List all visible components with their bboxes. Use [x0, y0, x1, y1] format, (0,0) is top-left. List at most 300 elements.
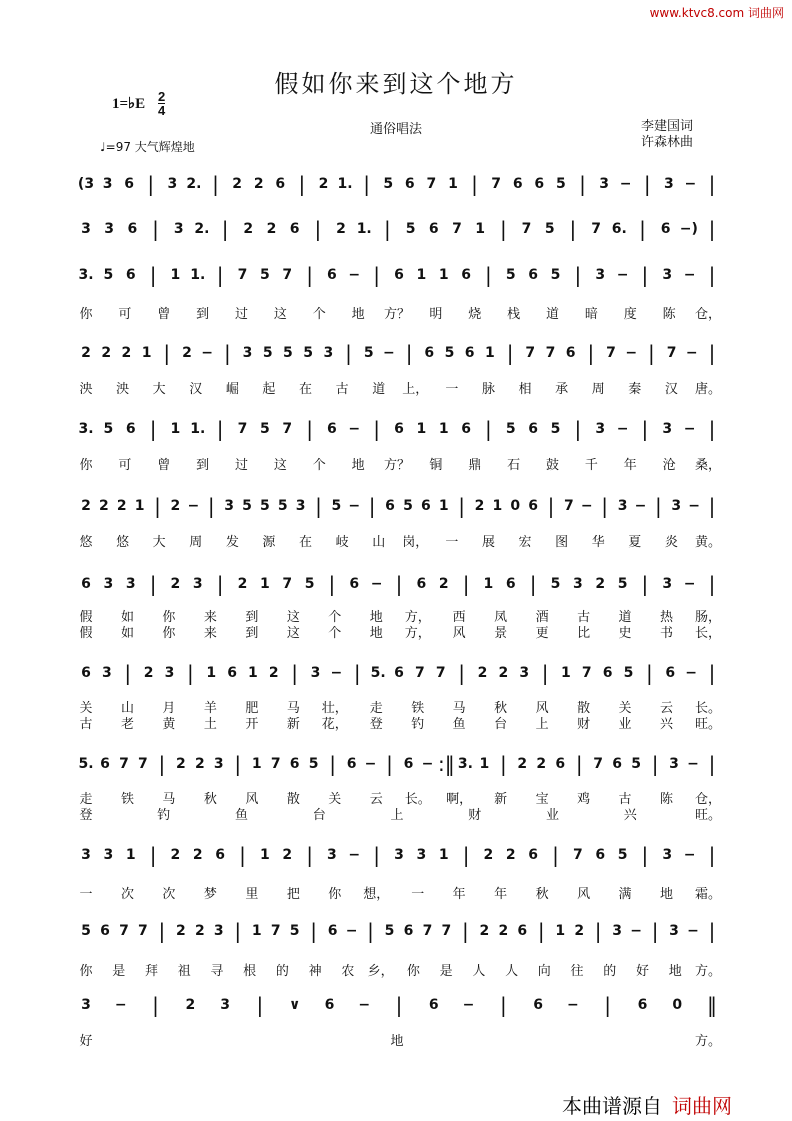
- note: 2: [266, 221, 277, 237]
- note: 7: [414, 665, 425, 681]
- note: 6: [565, 345, 576, 361]
- lyric-char: 鸡: [577, 792, 591, 807]
- note: 3: [192, 576, 203, 592]
- note: 6: [595, 847, 606, 863]
- lyric-char: 酒: [535, 610, 549, 625]
- lyric-char: 周: [591, 382, 605, 397]
- lyric-char: 仓，: [694, 792, 722, 807]
- lyric-char: 祖: [177, 964, 191, 979]
- note: −: [345, 923, 358, 939]
- bar-line: |: [149, 263, 157, 287]
- lyric-char: 相: [518, 382, 532, 397]
- lyric-char: 在: [299, 382, 313, 397]
- lyric-char: 个: [312, 458, 326, 473]
- note: 3: [242, 345, 253, 361]
- lyric-char: 好: [636, 964, 650, 979]
- note: 5: [303, 345, 313, 361]
- note: 3: [164, 665, 175, 681]
- note: 3: [612, 923, 623, 939]
- bar-line: |: [552, 843, 559, 867]
- note: 3: [323, 345, 334, 361]
- bar-line: |: [643, 172, 651, 196]
- lyric-char: 过: [234, 458, 249, 473]
- lyric-char: 登: [369, 717, 383, 732]
- note: 6: [533, 997, 543, 1013]
- note: 3: [213, 923, 224, 939]
- note: 5: [550, 267, 561, 283]
- lyric-char: 人: [505, 964, 519, 979]
- bar-line: |: [310, 919, 317, 943]
- bar-line: |: [601, 494, 609, 518]
- lyric-char: 比: [577, 626, 591, 641]
- bar-line: |: [499, 217, 507, 241]
- lyric-char: 乡，: [367, 964, 394, 979]
- lyric-char: 过: [234, 307, 249, 322]
- bar-line: |: [458, 494, 465, 518]
- note: 5.: [78, 756, 94, 772]
- lyrics-line-2: [0, 804, 792, 822]
- note: 2: [243, 221, 254, 237]
- note: 7: [666, 345, 677, 361]
- lyric-char: 关: [79, 701, 93, 716]
- note: 5: [550, 421, 561, 437]
- bar-line: |: [641, 572, 649, 596]
- note: 2.: [194, 221, 210, 237]
- bar-line: |: [537, 919, 545, 943]
- note: 2: [175, 756, 186, 772]
- bar-line: |: [485, 263, 492, 287]
- footer-brand[interactable]: 词曲网: [672, 1094, 732, 1118]
- lyric-char: 道: [545, 307, 560, 322]
- lyric-char: 台: [494, 717, 508, 732]
- note: 2: [81, 498, 91, 514]
- bar-line: |: [306, 417, 313, 441]
- note: 3: [669, 923, 679, 939]
- lyric-char: 方，: [404, 610, 431, 625]
- lyric-char: 兴: [623, 808, 637, 823]
- credits: [641, 119, 693, 151]
- note: 6: [289, 756, 300, 772]
- note: 5: [363, 345, 374, 361]
- note: 6: [416, 576, 427, 592]
- note: 2: [479, 923, 490, 939]
- lyric-char: 书: [660, 626, 674, 641]
- note: 6: [512, 176, 523, 192]
- lyric-char: 你: [162, 626, 176, 641]
- lyric-char: 图: [555, 535, 569, 550]
- lyric-char: 农: [341, 964, 355, 979]
- lyric-char: 陈: [660, 792, 674, 807]
- note: 2: [318, 176, 329, 192]
- bar-line: |: [373, 263, 381, 287]
- note: 5: [103, 267, 114, 283]
- note: 5: [259, 498, 270, 514]
- note: 6.: [611, 221, 627, 237]
- note: 1: [438, 267, 449, 283]
- lyric-char: 假: [79, 610, 93, 625]
- bar-line: |: [368, 494, 376, 518]
- note: 5: [242, 498, 252, 514]
- note: 2: [232, 176, 242, 192]
- lyric-char: 悠: [116, 535, 130, 550]
- lyric-char: 明: [429, 307, 443, 322]
- note: 7: [525, 345, 536, 361]
- bar-line: |: [207, 494, 215, 518]
- note: 6: [324, 997, 335, 1013]
- note: 5: [277, 498, 288, 514]
- bar-line: |: [234, 752, 242, 776]
- lyric-char: 旺。: [694, 808, 722, 823]
- note: 6: [127, 221, 138, 237]
- lyric-char: 桑，: [694, 458, 722, 473]
- note: 3: [663, 176, 674, 192]
- lyric-char: 风: [452, 626, 466, 641]
- bar-line: |: [604, 993, 612, 1017]
- note: 5: [103, 421, 114, 437]
- lyric-char: 曾: [157, 307, 171, 322]
- note: 3: [125, 576, 136, 592]
- lyric-char: 你: [406, 964, 420, 979]
- note: −: [187, 498, 200, 514]
- lyrics-line-1: [0, 1030, 792, 1048]
- lyric-char: 是: [439, 964, 453, 979]
- note: 6: [385, 498, 395, 514]
- lyric-char: 暗: [584, 307, 598, 322]
- note: 5: [283, 345, 293, 361]
- note: 1: [134, 498, 145, 514]
- note: 1: [555, 923, 566, 939]
- lyric-char: 长。: [404, 792, 431, 807]
- lyric-char: 黄。: [694, 535, 722, 550]
- note: 6: [612, 756, 623, 772]
- note: 6: [215, 847, 226, 863]
- note: −: [619, 176, 632, 192]
- note: 5: [308, 756, 319, 772]
- note: 6: [461, 421, 471, 437]
- note: 6: [602, 665, 613, 681]
- note: 3: [662, 847, 673, 863]
- note: 2: [498, 665, 509, 681]
- note: −: [421, 756, 434, 772]
- lyric-char: 度: [623, 307, 637, 322]
- lyric-char: 拜: [144, 964, 158, 979]
- bar-line: |: [641, 417, 649, 441]
- bar-line: |: [367, 919, 374, 943]
- note: 1: [259, 847, 270, 863]
- bar-line: |: [315, 494, 322, 518]
- note: 7: [237, 267, 248, 283]
- note: −): [679, 221, 698, 237]
- lyric-char: 鱼: [234, 808, 249, 823]
- note: −: [625, 345, 638, 361]
- bar-line: |: [574, 263, 582, 287]
- lyric-char: 地: [351, 458, 365, 473]
- bar-line: |: [654, 494, 662, 518]
- lyric-char: 关: [328, 792, 342, 807]
- lyric-char: 业: [618, 717, 632, 732]
- lyric-char: 道: [618, 610, 632, 625]
- note: 2: [185, 997, 196, 1013]
- lyric-char: 黄: [162, 717, 176, 732]
- note: 3: [617, 498, 628, 514]
- lyric-char: 里: [245, 887, 259, 902]
- note: 2: [192, 847, 203, 863]
- note: 6: [346, 756, 357, 772]
- note: 3: [103, 847, 114, 863]
- bar-line: |: [708, 341, 716, 365]
- note: 3: [327, 847, 337, 863]
- lyric-char: 千: [584, 458, 598, 473]
- lyric-char: 钓: [157, 808, 171, 823]
- note: 1: [438, 847, 449, 863]
- lyric-char: 秋: [535, 887, 549, 902]
- note: 5: [623, 665, 634, 681]
- singing-style: 通俗唱法: [370, 122, 423, 137]
- note: 6: [403, 923, 414, 939]
- note: 3: [295, 498, 306, 514]
- lyric-char: 岐: [335, 535, 349, 550]
- site-watermark: www.ktvc8.com 词曲网: [649, 6, 784, 20]
- bar-line: :‖: [438, 752, 455, 776]
- note: −: [683, 847, 696, 863]
- note: 1.: [190, 267, 206, 283]
- note: −: [364, 756, 377, 772]
- lyric-char: 方，: [404, 626, 431, 641]
- note: 6: [394, 665, 404, 681]
- notation-line: [0, 172, 792, 200]
- footer-source: [562, 1090, 732, 1119]
- note: 7: [282, 267, 293, 283]
- bar-line: |: [158, 919, 166, 943]
- note: 3: [213, 756, 224, 772]
- note: 1: [248, 665, 258, 681]
- bar-line: |: [579, 172, 586, 196]
- note: −: [683, 421, 696, 437]
- bar-line: |: [239, 843, 246, 867]
- bar-line: |: [708, 661, 716, 685]
- lyric-char: 秦: [628, 382, 642, 397]
- lyric-char: 来: [203, 626, 217, 641]
- note: 6: [517, 923, 528, 939]
- note: −: [370, 576, 383, 592]
- note: 2: [81, 345, 91, 361]
- lyric-char: 霜。: [694, 887, 722, 902]
- note: −: [330, 665, 343, 681]
- note: −: [114, 997, 127, 1013]
- lyric-char: 周: [189, 535, 203, 550]
- lyric-char: 马: [452, 701, 466, 716]
- note: 5.: [370, 665, 386, 681]
- time-signature: [158, 90, 165, 117]
- tempo-marking: ♩=97 大气辉煌地: [100, 140, 195, 154]
- note: 3: [220, 997, 230, 1013]
- note: 6: [665, 665, 676, 681]
- lyric-char: 脉: [481, 382, 495, 397]
- note: 7: [426, 176, 437, 192]
- note: 6: [227, 665, 237, 681]
- note: 6: [125, 421, 136, 437]
- note: 7: [282, 421, 293, 437]
- bar-line: |: [569, 217, 577, 241]
- note: 3: [104, 221, 115, 237]
- bar-line: |: [405, 341, 413, 365]
- lyric-char: 风: [535, 701, 549, 716]
- note: 2: [505, 847, 516, 863]
- note: 2: [237, 576, 248, 592]
- note: 5: [550, 576, 561, 592]
- note: 6: [394, 267, 404, 283]
- bar-line: |: [124, 661, 132, 685]
- note: −: [634, 498, 647, 514]
- note: 7: [572, 847, 583, 863]
- note: 1.: [356, 221, 372, 237]
- lyric-char: 承: [555, 382, 569, 397]
- lyric-char: 次: [162, 887, 176, 902]
- note: 3: [572, 576, 583, 592]
- bar-line: |: [163, 341, 171, 365]
- lyric-char: 往: [570, 964, 584, 979]
- note: 5: [403, 498, 413, 514]
- lyric-char: 一: [445, 535, 459, 550]
- note: 2: [498, 923, 509, 939]
- lyric-char: 啊，: [446, 792, 473, 807]
- notation-line: [0, 843, 792, 871]
- note: 5: [289, 923, 300, 939]
- lyric-char: 陈: [662, 307, 676, 322]
- lyric-char: 走: [369, 701, 383, 716]
- note: 2: [595, 576, 606, 592]
- lyric-char: 上: [390, 808, 404, 823]
- note: 7: [564, 498, 574, 514]
- note: 3: [394, 847, 404, 863]
- lyric-char: 老: [120, 717, 134, 732]
- note: 5: [304, 576, 315, 592]
- bar-line: |: [373, 417, 381, 441]
- bar-line: |: [651, 752, 659, 776]
- lyric-char: 台: [312, 808, 326, 823]
- note: (3: [77, 176, 95, 192]
- bar-line: |: [708, 843, 716, 867]
- note: 3: [519, 665, 530, 681]
- lyric-char: 新: [286, 717, 300, 732]
- lyric-char: 在: [299, 535, 313, 550]
- note: 5: [331, 498, 342, 514]
- lyricist: 李建国词: [641, 119, 694, 134]
- bar-line: |: [149, 843, 157, 867]
- note: 6: [461, 267, 471, 283]
- lyric-char: 你: [328, 887, 342, 902]
- bar-line: |: [223, 341, 231, 365]
- lyric-char: 这: [286, 626, 300, 641]
- lyric-char: 想，: [363, 887, 390, 902]
- bar-line: |: [395, 993, 403, 1017]
- note: 7: [237, 421, 248, 437]
- bar-line: |: [234, 919, 242, 943]
- note: 3: [101, 665, 112, 681]
- bar-line: |: [306, 263, 313, 287]
- bar-line: |: [458, 661, 465, 685]
- bar-line: |: [708, 494, 716, 518]
- lyric-char: 的: [603, 964, 617, 979]
- note: 3: [662, 421, 673, 437]
- note: 6: [420, 498, 431, 514]
- note: 2: [194, 756, 205, 772]
- note: 6: [100, 756, 110, 772]
- lyric-char: 这: [286, 610, 300, 625]
- note: 1: [141, 345, 152, 361]
- bar-line: |: [306, 843, 313, 867]
- lyric-char: 汉: [664, 382, 678, 397]
- lyric-char: 如: [120, 610, 134, 625]
- note: 5: [259, 421, 270, 437]
- lyric-char: 更: [535, 626, 549, 641]
- lyrics-line-2: [0, 713, 792, 731]
- note: 2: [574, 923, 585, 939]
- lyric-char: 铁: [411, 701, 425, 716]
- song-title: 假如你来到这个地方: [274, 70, 518, 98]
- time-signature-denominator: 4: [158, 103, 166, 118]
- bar-line: |: [216, 572, 224, 596]
- bar-line: |: [186, 661, 194, 685]
- note: 6: [505, 576, 516, 592]
- lyric-char: 崛: [225, 382, 239, 397]
- bar-line: |: [639, 217, 646, 241]
- lyric-char: 风: [577, 887, 591, 902]
- lyric-char: 地: [660, 887, 674, 902]
- bar-line: |: [641, 843, 649, 867]
- lyric-char: 烧: [468, 307, 482, 322]
- note: 7: [606, 345, 616, 361]
- lyric-char: 壮，: [321, 701, 348, 716]
- lyric-char: 地: [369, 626, 383, 641]
- note: 2: [101, 345, 112, 361]
- lyric-char: 岗，: [402, 535, 429, 550]
- lyric-char: 兴: [660, 717, 674, 732]
- note: ∨: [288, 997, 301, 1013]
- lyrics-line-1: [0, 303, 792, 321]
- note: −: [688, 498, 700, 514]
- lyric-char: 寻: [210, 964, 224, 979]
- lyric-char: 一: [79, 887, 93, 902]
- lyric-char: 风: [245, 792, 259, 807]
- lyric-char: 来: [203, 610, 217, 625]
- bar-line: |: [547, 494, 555, 518]
- note: 2: [483, 847, 494, 863]
- note: 3: [416, 847, 427, 863]
- bar-line: |: [506, 341, 514, 365]
- lyric-char: 年: [623, 458, 637, 473]
- lyric-char: 唐。: [694, 382, 722, 397]
- note: 2: [194, 923, 205, 939]
- note: 5: [505, 267, 516, 283]
- note: 6: [81, 665, 91, 681]
- lyric-char: 仓，: [694, 307, 722, 322]
- lyric-char: 栈: [507, 307, 521, 322]
- bar-line: |: [154, 494, 161, 518]
- bar-line: |: [485, 417, 492, 441]
- note: 3: [81, 997, 91, 1013]
- note: −: [616, 421, 629, 437]
- note: 6: [428, 997, 439, 1013]
- bar-line: |: [529, 572, 537, 596]
- lyric-char: 起: [262, 382, 276, 397]
- notation-line: [0, 993, 792, 1021]
- note: 2: [438, 576, 449, 592]
- note: −: [348, 498, 361, 514]
- note: 2: [268, 665, 279, 681]
- note: 7: [119, 923, 129, 939]
- note: −: [580, 498, 593, 514]
